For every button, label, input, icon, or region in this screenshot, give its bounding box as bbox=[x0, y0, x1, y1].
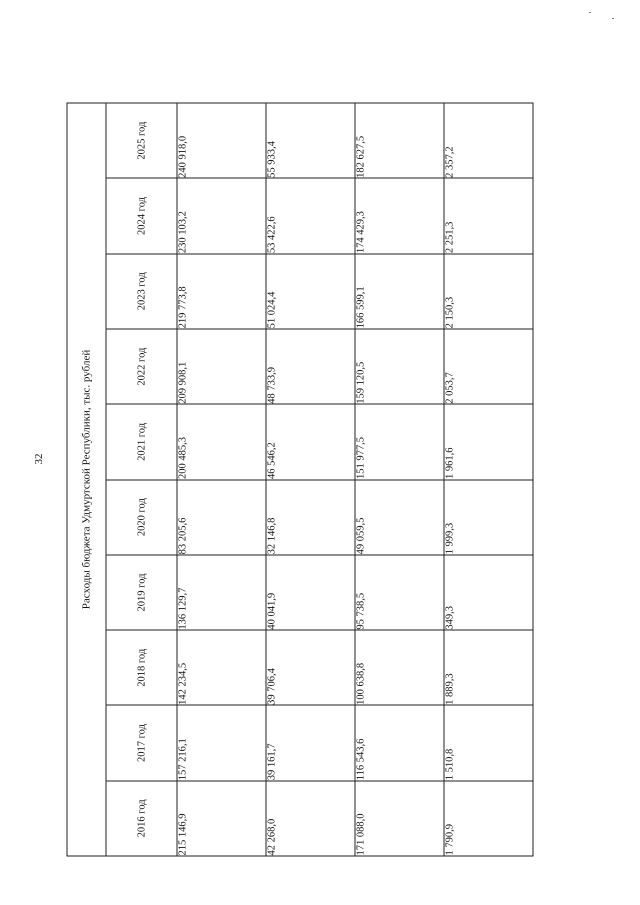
table-cell: 200 485,3 bbox=[177, 404, 266, 479]
column-header: 2017 год bbox=[106, 705, 177, 780]
table-cell: 1 510,8 bbox=[444, 705, 533, 780]
table-cell: 209 908,1 bbox=[177, 328, 266, 403]
column-header: 2024 год bbox=[106, 178, 177, 253]
scan-speck bbox=[612, 18, 614, 19]
column-header: 2022 год bbox=[106, 328, 177, 403]
table-cell: 39 161,7 bbox=[266, 705, 355, 780]
budget-table-rotated bbox=[66, 102, 529, 856]
table-cell: 182 627,5 bbox=[355, 103, 444, 178]
table-row bbox=[177, 103, 266, 856]
table-row bbox=[355, 103, 444, 856]
table-cell: 151 977,5 bbox=[355, 404, 444, 479]
column-header: 2020 год bbox=[106, 479, 177, 554]
table-cell: 46 546,2 bbox=[266, 404, 355, 479]
table-row bbox=[266, 103, 355, 856]
scan-speck bbox=[589, 12, 591, 13]
table-title-row bbox=[67, 103, 106, 856]
table-cell: 166 599,1 bbox=[355, 253, 444, 328]
column-header: 2018 год bbox=[106, 630, 177, 705]
table-cell: 53 422,6 bbox=[266, 178, 355, 253]
table-cell: 240 918,0 bbox=[177, 103, 266, 178]
table-row bbox=[444, 103, 533, 856]
column-header: 2025 год bbox=[106, 103, 177, 178]
table-cell: 1 790,9 bbox=[444, 780, 533, 855]
budget-table-container bbox=[66, 102, 529, 856]
table-cell: 40 041,9 bbox=[266, 554, 355, 629]
table-cell: 2 150,3 bbox=[444, 253, 533, 328]
table-cell: 39 706,4 bbox=[266, 630, 355, 705]
table-cell: 142 234,5 bbox=[177, 630, 266, 705]
table-cell: 100 638,8 bbox=[355, 630, 444, 705]
table-cell: 49 059,5 bbox=[355, 479, 444, 554]
table-cell: 2 357,2 bbox=[444, 103, 533, 178]
table-cell: 1 961,6 bbox=[444, 404, 533, 479]
table-cell: 55 933,4 bbox=[266, 103, 355, 178]
table-cell: 51 024,4 bbox=[266, 253, 355, 328]
table-cell: 171 088,0 bbox=[355, 780, 444, 855]
column-header: 2023 год bbox=[106, 253, 177, 328]
column-header: 2019 год bbox=[106, 554, 177, 629]
table-cell: 157 216,1 bbox=[177, 705, 266, 780]
table-title: Расходы бюджета Удмуртской Республики, тыс. рублей bbox=[67, 103, 106, 856]
table-header-row bbox=[106, 103, 177, 856]
table-cell: 116 543,6 bbox=[355, 705, 444, 780]
table-cell: 230 103,2 bbox=[177, 178, 266, 253]
table-cell: 1 999,3 bbox=[444, 479, 533, 554]
table-cell: 349,3 bbox=[444, 554, 533, 629]
column-header: 2016 год bbox=[106, 780, 177, 855]
table-cell: 42 268,0 bbox=[266, 780, 355, 855]
table-cell: 2 053,7 bbox=[444, 328, 533, 403]
budget-table bbox=[66, 102, 533, 856]
table-cell: 95 738,5 bbox=[355, 554, 444, 629]
table-cell: 159 120,5 bbox=[355, 328, 444, 403]
table-cell: 136 129,7 bbox=[177, 554, 266, 629]
table-cell: 83 205,6 bbox=[177, 479, 266, 554]
table-cell: 1 889,3 bbox=[444, 630, 533, 705]
table-cell: 32 146,8 bbox=[266, 479, 355, 554]
table-cell: 219 773,8 bbox=[177, 253, 266, 328]
table-cell: 215 146,9 bbox=[177, 780, 266, 855]
table-cell: 48 733,9 bbox=[266, 328, 355, 403]
table-cell: 2 251,3 bbox=[444, 178, 533, 253]
column-header: 2021 год bbox=[106, 404, 177, 479]
page-number: 32 bbox=[33, 453, 45, 465]
table-cell: 174 429,3 bbox=[355, 178, 444, 253]
